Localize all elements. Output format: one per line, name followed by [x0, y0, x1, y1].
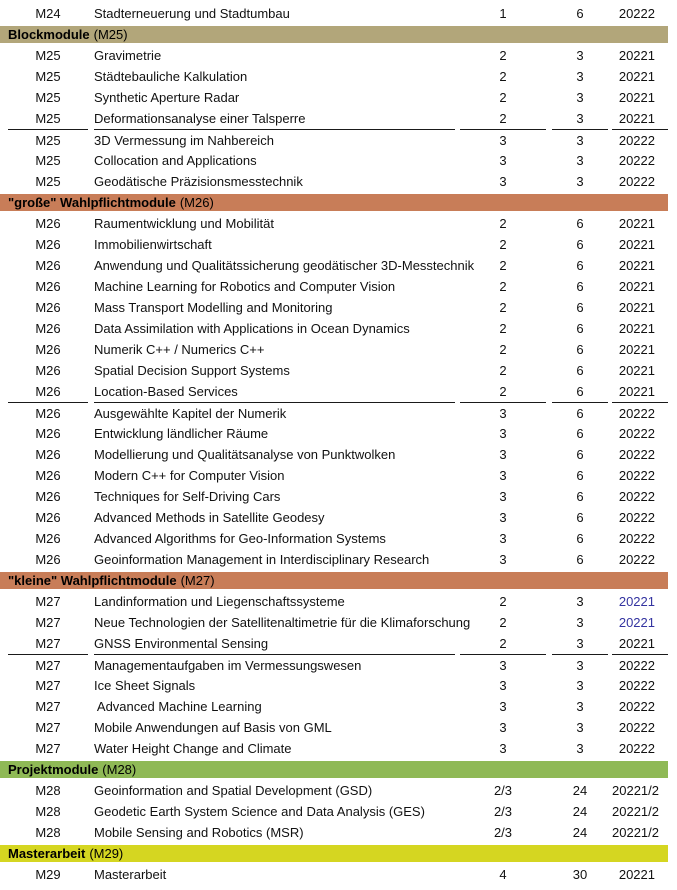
module-name: Advanced Algorithms for Geo-Information Systems [94, 531, 386, 546]
module-code: M26 [35, 552, 61, 567]
module-name: Data Assimilation with Applications in Ocean Dynamics [94, 321, 410, 336]
module-code: M27 [35, 636, 61, 651]
module-code: M26 [35, 531, 61, 546]
module-credits: 3 [576, 678, 584, 693]
table-row [0, 3, 677, 24]
table-row [0, 423, 677, 444]
module-code: M26 [35, 510, 61, 525]
module-term: 20221 [618, 636, 655, 651]
module-code: M25 [35, 153, 61, 168]
table-row [0, 381, 677, 402]
section-title: "große" Wahlpflichtmodule [8, 195, 176, 210]
module-name: Städtebauliche Kalkulation [94, 69, 248, 84]
module-credits: 3 [576, 720, 584, 735]
module-code: M25 [35, 174, 61, 189]
module-semester: 2 [499, 69, 507, 84]
module-credits: 6 [576, 342, 584, 357]
module-term: 20222 [618, 720, 655, 735]
module-semester: 2/3 [493, 804, 513, 819]
module-credits: 6 [576, 6, 584, 21]
module-name: Mobile Sensing and Robotics (MSR) [94, 825, 304, 840]
section-title: Projektmodule [8, 762, 99, 777]
module-credits: 24 [572, 825, 588, 840]
table-row [0, 654, 677, 675]
module-credits: 6 [576, 216, 584, 231]
module-code: M27 [35, 720, 61, 735]
table-row [0, 822, 677, 843]
term-link[interactable]: 20221 [618, 594, 655, 609]
module-credits: 3 [576, 741, 584, 756]
module-term: 20222 [618, 678, 655, 693]
table-row [0, 108, 677, 129]
module-code: M27 [35, 741, 61, 756]
table-row [0, 297, 677, 318]
module-name: Water Height Change and Climate [94, 741, 292, 756]
module-credits: 6 [552, 402, 608, 423]
module-semester: 3 [499, 699, 507, 714]
module-term: 20221 [618, 342, 655, 357]
table-row [0, 87, 677, 108]
module-code: M24 [35, 6, 61, 21]
module-credits: 6 [576, 384, 584, 399]
module-name: Managementaufgaben im Vermessungswesen [94, 654, 455, 675]
module-code: M28 [35, 804, 61, 819]
module-term: 20222 [618, 468, 655, 483]
module-semester: 2 [499, 237, 507, 252]
section-code: (M26) [179, 195, 214, 210]
module-code: M26 [35, 321, 61, 336]
module-credits: 6 [576, 468, 584, 483]
module-credits: 3 [576, 90, 584, 105]
module-name: Modern C++ for Computer Vision [94, 468, 285, 483]
module-credits: 3 [552, 129, 608, 150]
module-semester: 2/3 [493, 825, 513, 840]
table-row [0, 507, 677, 528]
module-credits: 6 [576, 363, 584, 378]
module-name: Advanced Methods in Satellite Geodesy [94, 510, 325, 525]
module-code: M26 [35, 279, 61, 294]
table-row [0, 696, 677, 717]
module-credits: 3 [576, 153, 584, 168]
module-semester: 2 [499, 363, 507, 378]
section-header [0, 572, 668, 589]
table-row [0, 738, 677, 759]
module-code: M29 [35, 867, 61, 882]
module-credits: 6 [576, 321, 584, 336]
module-semester: 3 [499, 426, 507, 441]
module-code: M26 [35, 258, 61, 273]
module-name: Numerik C++ / Numerics C++ [94, 342, 265, 357]
module-name: Ausgewählte Kapitel der Numerik [94, 402, 455, 423]
module-term: 20221 [618, 237, 655, 252]
module-credits: 6 [576, 279, 584, 294]
section-code: (M27) [180, 573, 215, 588]
table-row [0, 465, 677, 486]
table-row [0, 801, 677, 822]
module-credits: 6 [576, 447, 584, 462]
module-credits: 3 [576, 636, 584, 651]
module-code: M28 [35, 783, 61, 798]
module-semester: 3 [499, 174, 507, 189]
module-semester: 2 [499, 321, 507, 336]
module-term: 20222 [618, 510, 655, 525]
module-code: M27 [35, 699, 61, 714]
module-code: M26 [35, 342, 61, 357]
module-code: M28 [35, 825, 61, 840]
module-term: 20221/2 [612, 804, 659, 819]
module-term: 20221/2 [612, 825, 659, 840]
module-name: Mass Transport Modelling and Monitoring [94, 300, 333, 315]
module-name: Geoinformation Management in Interdisciplinary Research [94, 552, 430, 567]
module-credits: 6 [576, 426, 584, 441]
module-name: Geodätische Präzisionsmesstechnik [94, 174, 303, 189]
module-credits: 3 [552, 654, 608, 675]
module-term: 20222 [618, 531, 655, 546]
table-row [0, 171, 677, 192]
module-credits: 6 [576, 489, 584, 504]
module-name: Location-Based Services [94, 384, 238, 399]
module-semester: 1 [499, 6, 507, 21]
term-link[interactable]: 20221 [618, 615, 655, 630]
section-title: Masterarbeit [8, 846, 86, 861]
module-term: 20222 [612, 402, 668, 423]
module-name: Deformationsanalyse einer Talsperre [94, 111, 306, 126]
module-code: M26 [35, 300, 61, 315]
module-term: 20221 [618, 48, 655, 63]
module-term: 20221 [618, 321, 655, 336]
table-row [0, 150, 677, 171]
module-semester: 2 [499, 216, 507, 231]
table-row [0, 318, 677, 339]
module-credits: 3 [576, 699, 584, 714]
module-code: M25 [35, 90, 61, 105]
module-credits: 30 [572, 867, 588, 882]
module-semester: 2 [499, 111, 507, 126]
module-credits: 6 [576, 300, 584, 315]
module-credits: 3 [576, 594, 584, 609]
module-semester: 3 [499, 552, 507, 567]
module-term: 20221 [618, 363, 655, 378]
section-code: (M25) [93, 27, 128, 42]
module-code: M25 [35, 48, 61, 63]
module-term: 20221 [618, 69, 655, 84]
module-term: 20222 [618, 489, 655, 504]
table-row [0, 633, 677, 654]
module-semester: 2 [499, 279, 507, 294]
module-term: 20222 [618, 6, 655, 21]
module-semester: 2 [499, 594, 507, 609]
module-name: GNSS Environmental Sensing [94, 636, 269, 651]
module-term: 20222 [618, 153, 655, 168]
module-credits: 24 [572, 804, 588, 819]
module-term: 20221 [618, 258, 655, 273]
module-semester: 3 [460, 654, 546, 675]
module-term: 20221 [618, 279, 655, 294]
table-row [0, 45, 677, 66]
module-semester: 2 [499, 258, 507, 273]
module-term: 20221 [618, 300, 655, 315]
section-header [0, 194, 668, 211]
module-name: 3D Vermessung im Nahbereich [94, 129, 455, 150]
section-header [0, 761, 668, 778]
table-row [0, 780, 677, 801]
module-code: M25 [35, 69, 61, 84]
module-semester: 4 [499, 867, 507, 882]
section-title: Blockmodule [8, 27, 90, 42]
module-credits: 3 [576, 174, 584, 189]
module-name: Synthetic Aperture Radar [94, 90, 240, 105]
table-row [0, 402, 677, 423]
module-code: M26 [8, 402, 88, 423]
module-name: Anwendung und Qualitätssicherung geodätischer 3D-Messtechnik [94, 258, 475, 273]
module-semester: 2/3 [493, 783, 513, 798]
section-code: (M29) [89, 846, 124, 861]
module-semester: 3 [499, 447, 507, 462]
module-semester: 3 [460, 129, 546, 150]
module-term: 20222 [618, 699, 655, 714]
module-credits: 6 [576, 531, 584, 546]
section-header [0, 26, 668, 43]
table-row [0, 444, 677, 465]
module-credits: 6 [576, 258, 584, 273]
module-code: M26 [35, 426, 61, 441]
module-name: Gravimetrie [94, 48, 162, 63]
table-row [0, 360, 677, 381]
table-row [0, 486, 677, 507]
module-code: M26 [35, 384, 61, 399]
module-semester: 3 [499, 720, 507, 735]
module-semester: 3 [460, 402, 546, 423]
module-name: Machine Learning for Robotics and Computer Vision [94, 279, 396, 294]
module-semester: 2 [499, 300, 507, 315]
section-header [0, 845, 668, 862]
module-term: 20222 [618, 552, 655, 567]
module-code: M27 [8, 654, 88, 675]
table-row [0, 717, 677, 738]
table-row [0, 612, 677, 633]
module-code: M26 [35, 489, 61, 504]
module-term: 20222 [612, 129, 668, 150]
module-semester: 2 [499, 636, 507, 651]
module-credits: 24 [572, 783, 588, 798]
module-name: Modellierung und Qualitätsanalyse von Punktwolken [94, 447, 396, 462]
module-name: Masterarbeit [94, 867, 167, 882]
module-code: M27 [35, 678, 61, 693]
module-name: Raumentwicklung und Mobilität [94, 216, 274, 231]
module-semester: 3 [499, 489, 507, 504]
table-row [0, 213, 677, 234]
module-name: Stadterneuerung und Stadtumbau [94, 6, 290, 21]
module-term: 20222 [618, 174, 655, 189]
module-name: Techniques for Self-Driving Cars [94, 489, 281, 504]
module-credits: 3 [576, 111, 584, 126]
module-term: 20221/2 [612, 783, 659, 798]
module-semester: 3 [499, 741, 507, 756]
module-name: Neue Technologien der Satellitenaltimetrie für die Klimaforschung [94, 615, 471, 630]
module-term: 20222 [618, 426, 655, 441]
module-credits: 6 [576, 552, 584, 567]
module-credits: 3 [576, 69, 584, 84]
module-semester: 2 [499, 90, 507, 105]
module-term: 20221 [618, 867, 655, 882]
module-semester: 3 [499, 153, 507, 168]
table-row [0, 339, 677, 360]
module-name: Ice Sheet Signals [94, 678, 196, 693]
table-row [0, 549, 677, 570]
module-code: M26 [35, 237, 61, 252]
module-name: Immobilienwirtschaft [94, 237, 212, 252]
module-name: Geoinformation and Spatial Development (GSD) [94, 783, 373, 798]
section-title: "kleine" Wahlpflichtmodule [8, 573, 177, 588]
module-semester: 3 [499, 678, 507, 693]
module-semester: 2 [499, 342, 507, 357]
module-semester: 3 [499, 510, 507, 525]
module-code: M26 [35, 363, 61, 378]
module-code: M26 [35, 447, 61, 462]
section-code: (M28) [102, 762, 137, 777]
module-credits: 6 [576, 237, 584, 252]
module-term: 20222 [618, 741, 655, 756]
table-row [0, 234, 677, 255]
module-credits: 6 [576, 510, 584, 525]
table-row [0, 129, 677, 150]
module-code: M25 [35, 111, 61, 126]
table-row [0, 675, 677, 696]
module-term: 20221 [618, 90, 655, 105]
table-row [0, 255, 677, 276]
module-code: M26 [35, 468, 61, 483]
module-code: M27 [35, 615, 61, 630]
table-row [0, 528, 677, 549]
module-term: 20222 [612, 654, 668, 675]
module-semester: 2 [499, 384, 507, 399]
module-credits: 3 [576, 615, 584, 630]
module-code: M26 [35, 216, 61, 231]
module-name: Advanced Machine Learning [94, 699, 262, 714]
table-row [0, 66, 677, 87]
module-name: Spatial Decision Support Systems [94, 363, 290, 378]
module-term: 20221 [618, 111, 655, 126]
table-row [0, 276, 677, 297]
module-name: Landinformation und Liegenschaftssysteme [94, 594, 345, 609]
table-row [0, 591, 677, 612]
module-semester: 2 [499, 48, 507, 63]
module-semester: 3 [499, 468, 507, 483]
module-code: M25 [8, 129, 88, 150]
module-name: Mobile Anwendungen auf Basis von GML [94, 720, 332, 735]
module-term: 20221 [618, 216, 655, 231]
module-term: 20222 [618, 447, 655, 462]
module-semester: 2 [499, 615, 507, 630]
module-name: Entwicklung ländlicher Räume [94, 426, 269, 441]
module-credits: 3 [576, 48, 584, 63]
table-row [0, 864, 677, 885]
module-term: 20221 [618, 384, 655, 399]
module-semester: 3 [499, 531, 507, 546]
module-code: M27 [35, 594, 61, 609]
module-name: Collocation and Applications [94, 153, 257, 168]
module-name: Geodetic Earth System Science and Data Analysis (GES) [94, 804, 425, 819]
